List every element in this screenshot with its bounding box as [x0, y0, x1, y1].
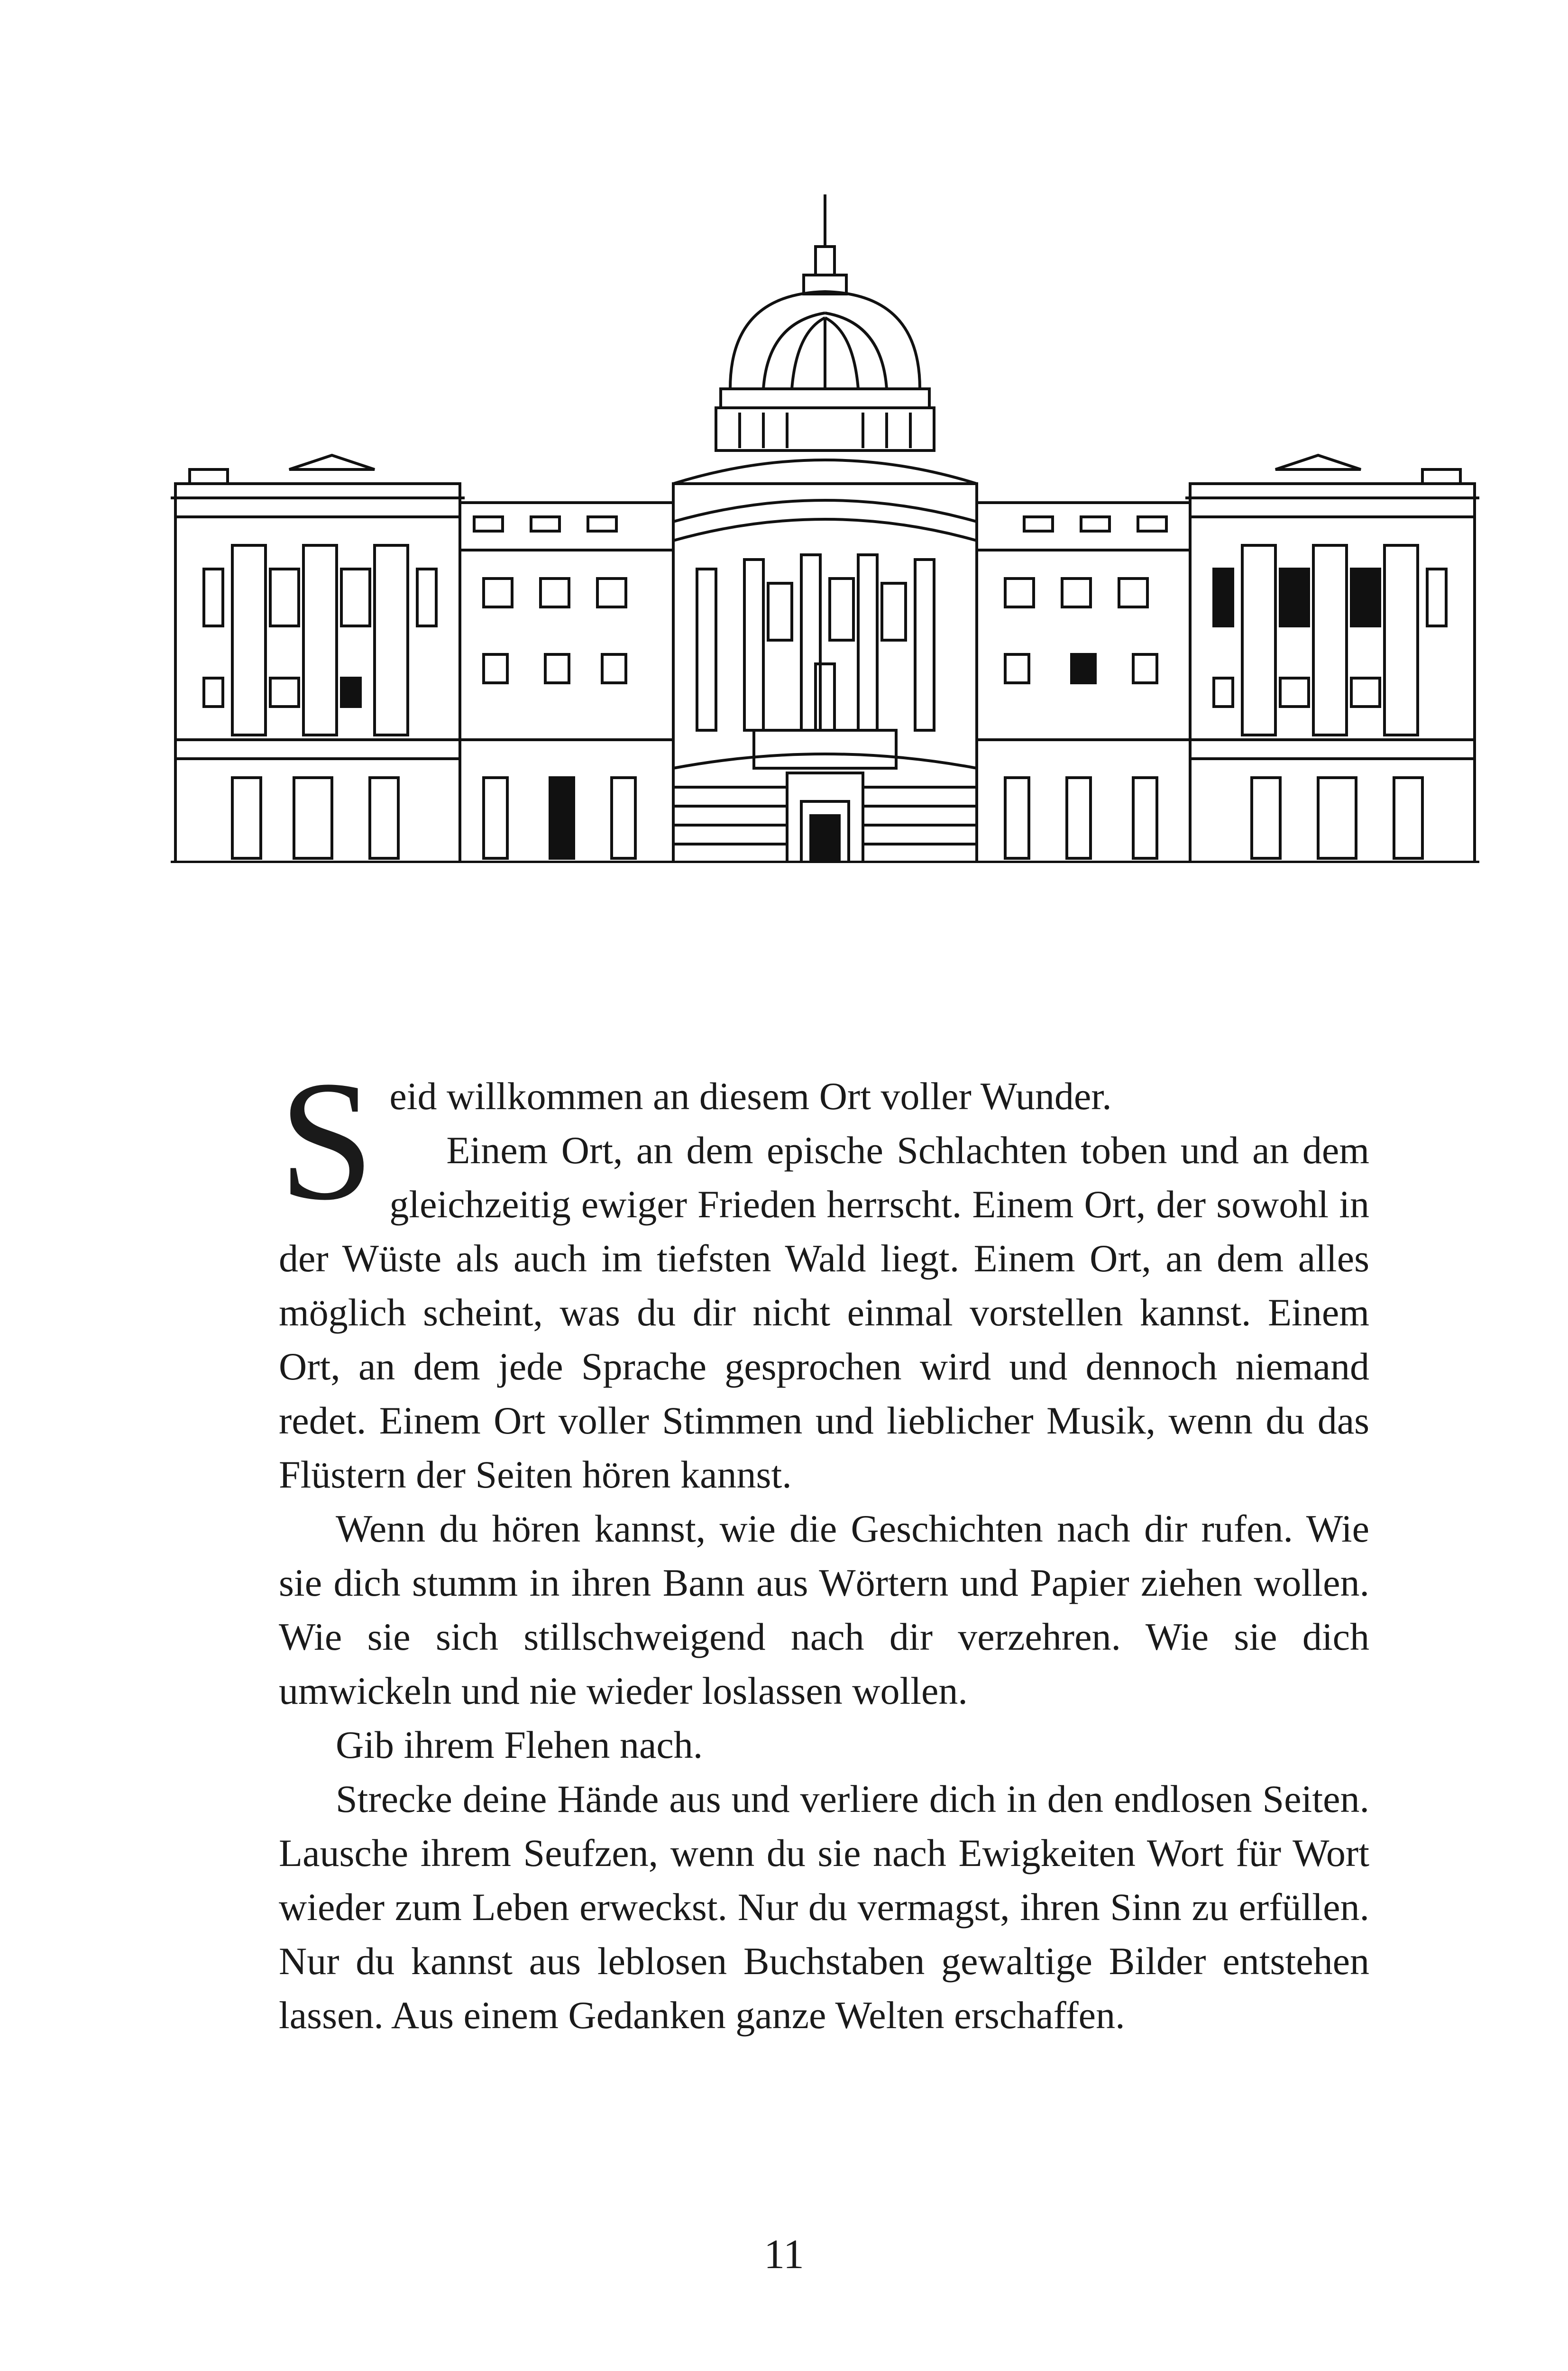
drop-cap: S: [279, 1046, 375, 1236]
domed-building-illustration: [171, 190, 1479, 863]
opening-line: eid willkommen an diesem Ort voller Wunder.: [389, 1075, 1112, 1118]
paragraph: Einem Ort, an dem epische Schlachten toben und an dem gleichzeitig ewiger Frieden herrscht. Einem Ort, der sowohl in der Wüste als auch im tiefsten Wald liegt. Einem Ort, an dem alles möglich scheint, was du dir nicht einmal vorstellen kannst. Einem Ort, an dem jede Sprache gesprochen wird und dennoch niemand redet. Einem Ort voller Stimmen und lieblicher Musik, wenn du das Flüstern der Seiten hören kannst.: [279, 1129, 1369, 1496]
paragraph: Gib ihrem Flehen nach.: [336, 1723, 703, 1766]
building-illustration: [171, 190, 1479, 863]
body-text: [279, 1046, 1369, 2042]
paragraph: Strecke deine Hände aus und verliere dich in den endlosen Seiten. Lausche ihrem Seufzen, wenn du sie nach Ewigkeiten Wort für Wort wieder zum Leben erweckst. Nur du vermagst, ihren Sinn zu erfüllen. Nur du kannst aus leblosen Buchstaben gewaltige Bilder entstehen lassen. Aus einem Gedanken ganze Welten erschaffen.: [279, 1777, 1369, 2037]
paragraph: Wenn du hören kannst, wie die Geschichten nach dir rufen. Wie sie dich stumm in ihren Bann aus Wörtern und Papier ziehen wollen. Wie sie sich stillschweigend nach dir verzehren. Wie sie dich umwickeln und nie wieder loslassen wollen.: [279, 1507, 1369, 1712]
opening-paragraph: [279, 1046, 1369, 1236]
page-number: 11: [764, 2232, 804, 2278]
